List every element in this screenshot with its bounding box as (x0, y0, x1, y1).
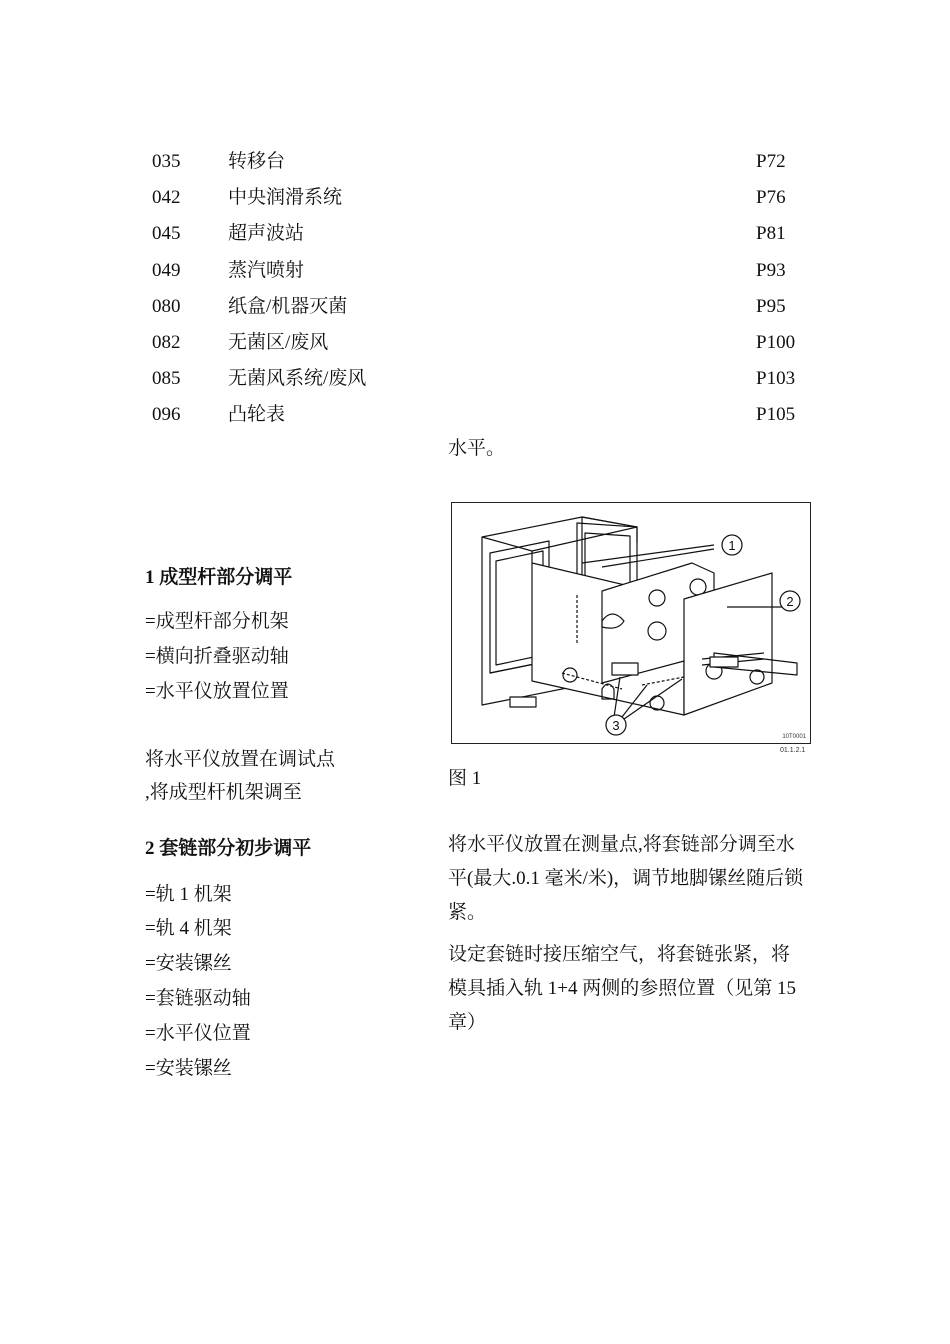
text-fragment: 水平。 (448, 438, 506, 459)
toc-title: 纸盒/机器灭菌 (228, 295, 348, 317)
section1-item: =水平仪放置位置 (145, 681, 289, 702)
paragraph-line: 模具插入轨 1+4 两侧的参照位置（见第 15 (448, 978, 796, 999)
toc-row (152, 365, 812, 401)
toc-title: 无菌区/废风 (228, 331, 329, 353)
section1-item: =成型杆部分机架 (145, 611, 289, 632)
toc-title: 超声波站 (228, 223, 305, 245)
figure-ref-label: 01.1.2.1 (780, 747, 806, 754)
toc-code: 082 (152, 331, 181, 353)
toc-code: 080 (152, 295, 181, 317)
paragraph-line: 章） (448, 1012, 487, 1033)
paragraph-line: 将水平仪放置在测量点,将套链部分调至水 (448, 834, 795, 855)
section2-item: =水平仪位置 (145, 1023, 251, 1044)
toc-row (152, 148, 812, 184)
toc-code: 042 (152, 187, 181, 209)
toc-title: 转移台 (228, 151, 286, 172)
paragraph-line: 设定套链时接压缩空气，将套链张紧，将 (448, 944, 791, 965)
toc-title: 中央润滑系统 (228, 187, 343, 209)
callout-1-label: 1 (728, 538, 736, 553)
section1-para-line: 将水平仪放置在调试点 (145, 749, 336, 770)
toc-page: P81 (756, 223, 786, 245)
toc-page: P93 (756, 259, 786, 281)
section2-item: =轨 1 机架 (145, 884, 232, 905)
section2-paragraph-2 (448, 938, 818, 1040)
toc-code: 035 (152, 151, 181, 172)
toc-row (152, 293, 812, 329)
toc-code: 096 (152, 404, 181, 426)
callout-3-label: 3 (612, 718, 620, 733)
section2-heading: 2 套链部分初步调平 (145, 838, 312, 859)
toc-row (152, 329, 812, 365)
section2-item: =安装镙丝 (145, 953, 232, 974)
toc-code: 085 (152, 368, 181, 390)
figure-caption: 图 1 (448, 768, 482, 789)
section1-heading: 1 成型杆部分调平 (145, 567, 293, 588)
section1-para-line: ,将成型杆机架调至 (145, 782, 302, 803)
paragraph-line: 平(最大.0.1 毫米/米)，调节地脚镙丝随后锁 (448, 868, 804, 889)
callout-2-label: 2 (786, 594, 794, 609)
toc-page: P100 (756, 331, 796, 353)
section2-item: =套链驱动轴 (145, 988, 251, 1009)
toc-page: P103 (756, 368, 796, 390)
section2-item: =安装镙丝 (145, 1058, 232, 1079)
toc-row (152, 184, 812, 220)
toc-row (152, 257, 812, 293)
section2-paragraph-1 (448, 828, 818, 930)
toc-page: P95 (756, 295, 786, 317)
paragraph-line: 紧。 (448, 902, 487, 923)
toc-title: 蒸汽喷射 (228, 259, 305, 281)
toc-page: P72 (756, 151, 786, 172)
section2-item: =轨 4 机架 (145, 918, 232, 939)
figure-code-label: 10T0001 (782, 734, 806, 740)
toc-code: 049 (152, 259, 181, 281)
toc-page: P76 (756, 187, 786, 209)
figure-machine-frame (451, 502, 811, 744)
toc-row (152, 220, 812, 256)
toc-list (152, 148, 812, 438)
section1-item: =横向折叠驱动轴 (145, 646, 289, 667)
machine-frame-drawing (452, 503, 809, 742)
toc-title: 无菌风系统/废风 (228, 368, 367, 390)
toc-code: 045 (152, 223, 181, 245)
toc-title: 凸轮表 (228, 404, 286, 426)
toc-page: P105 (756, 404, 796, 426)
